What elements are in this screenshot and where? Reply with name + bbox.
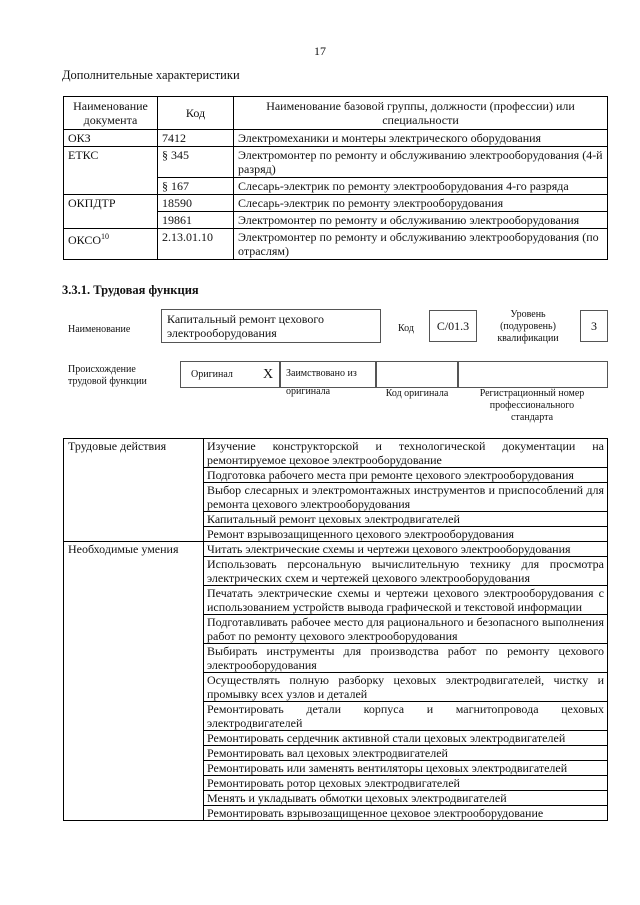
original-label: Оригинал bbox=[191, 369, 233, 380]
action-item: Подготовка рабочего места при ремонте цехового электрооборудования bbox=[204, 468, 608, 483]
section-title: 3.3.1. Трудовая функция bbox=[62, 283, 199, 297]
table-row bbox=[64, 195, 608, 212]
skill-item: Ремонтировать вал цеховых электродвигателей bbox=[204, 746, 608, 761]
original-check-mark: X bbox=[263, 367, 274, 382]
table-row bbox=[64, 542, 608, 557]
table-row bbox=[64, 644, 608, 673]
action-item: Изучение конструкторской и технологической документации на ремонтируемое цеховое электрооборудование bbox=[204, 439, 608, 468]
classification-table bbox=[63, 96, 608, 260]
code-cell: 19861 bbox=[158, 212, 234, 229]
table-row bbox=[64, 761, 608, 776]
skill-item: Использовать персональную вычислительную технику для просмотра электрических схем и чертежей цехового электрооборудования bbox=[204, 557, 608, 586]
doc-cell: ОКПДТР bbox=[64, 195, 158, 212]
page-number: 17 bbox=[314, 44, 326, 58]
doc-cell bbox=[64, 212, 158, 229]
doc-name: ОКСО bbox=[68, 233, 102, 247]
doc-cell bbox=[64, 229, 158, 260]
code-cell: § 345 bbox=[158, 147, 234, 178]
table-row bbox=[64, 439, 608, 468]
name-cell: Электромонтер по ремонту и обслуживанию электрооборудования bbox=[234, 212, 608, 229]
name-cell: Слесарь-электрик по ремонту электрооборудования 4-го разряда bbox=[234, 178, 608, 195]
table-row bbox=[64, 512, 608, 527]
skill-item: Менять и укладывать обмотки цеховых электродвигателей bbox=[204, 791, 608, 806]
code-original-box bbox=[376, 361, 458, 388]
skill-item: Ремонтировать взрывозащищенное цеховое электрооборудование bbox=[204, 806, 608, 821]
table-row bbox=[64, 557, 608, 586]
function-code-box: C/01.3 bbox=[429, 310, 477, 342]
code-original-label: Код оригинала bbox=[385, 388, 449, 399]
reg-number-box bbox=[458, 361, 608, 388]
table-row bbox=[64, 746, 608, 761]
additional-characteristics-title: Дополнительные характеристики bbox=[62, 68, 240, 82]
table-row bbox=[64, 791, 608, 806]
skill-item: Выбирать инструменты для производства работ по ремонту цехового электрооборудования bbox=[204, 644, 608, 673]
table-row bbox=[64, 702, 608, 731]
name-cell: Электромеханики и монтеры электрического оборудования bbox=[234, 130, 608, 147]
skill-item: Читать электрические схемы и чертежи цехового электрооборудования bbox=[204, 542, 608, 557]
borrowed-box bbox=[280, 361, 376, 397]
action-item: Выбор слесарных и электромонтажных инструментов и приспособлений для ремонта цехового электрооборудования bbox=[204, 483, 608, 512]
table-row bbox=[64, 212, 608, 229]
name-cell: Слесарь-электрик по ремонту электрооборудования bbox=[234, 195, 608, 212]
origin-label: Происхождение трудовой функции bbox=[68, 364, 147, 387]
action-item: Капитальный ремонт цеховых электродвигателей bbox=[204, 512, 608, 527]
table-row bbox=[64, 130, 608, 147]
skill-item: Ремонтировать или заменять вентиляторы цеховых электродвигателей bbox=[204, 761, 608, 776]
name-cell: Электромонтер по ремонту и обслуживанию электрооборудования (4-й разряд) bbox=[234, 147, 608, 178]
table-row bbox=[64, 178, 608, 195]
header-group-name: Наименование базовой группы, должности (профессии) или специальности bbox=[234, 97, 608, 130]
skill-item: Ремонтировать детали корпуса и магнитопровода цеховых электродвигателей bbox=[204, 702, 608, 731]
footnote-ref: 10 bbox=[101, 232, 110, 241]
doc-cell: ЕТКС bbox=[64, 147, 158, 178]
code-cell: § 167 bbox=[158, 178, 234, 195]
table-row bbox=[64, 468, 608, 483]
table-row bbox=[64, 615, 608, 644]
reg-number-label: Регистрационный номер профессионального стандарта bbox=[479, 388, 585, 423]
table-row bbox=[64, 586, 608, 615]
table-row bbox=[64, 527, 608, 542]
skills-label: Необходимые умения bbox=[64, 542, 204, 557]
table-row bbox=[64, 806, 608, 821]
name-cell: Электромонтер по ремонту и обслуживанию электрооборудования (по отраслям) bbox=[234, 229, 608, 260]
table-row bbox=[64, 229, 608, 260]
table-row bbox=[64, 776, 608, 791]
skill-item: Печатать электрические схемы и чертежи цехового электрооборудования с использованием устройств вывода графической и текстовой информации bbox=[204, 586, 608, 615]
skill-item: Подготавливать рабочее место для рационального и безопасного выполнения работ по ремонту цехового электрооборудования bbox=[204, 615, 608, 644]
code-label: Код bbox=[398, 323, 414, 334]
table-row bbox=[64, 673, 608, 702]
table-row bbox=[64, 147, 608, 178]
doc-cell: ОКЗ bbox=[64, 130, 158, 147]
code-cell: 18590 bbox=[158, 195, 234, 212]
skill-item: Ремонтировать сердечник активной стали цеховых электродвигателей bbox=[204, 731, 608, 746]
action-item: Ремонт взрывозащищенного цехового электрооборудования bbox=[204, 527, 608, 542]
table-row bbox=[64, 483, 608, 512]
original-box bbox=[180, 361, 280, 388]
function-name-box: Капитальный ремонт цехового электрооборудования bbox=[161, 309, 381, 343]
qualification-level-box: 3 bbox=[580, 310, 608, 342]
borrowed-label: Заимствовано из оригинала bbox=[286, 368, 357, 397]
skill-item: Ремонтировать ротор цеховых электродвигателей bbox=[204, 776, 608, 791]
header-document: Наименование документа bbox=[64, 97, 158, 130]
qualification-level-label: Уровень (подуровень) квалификации bbox=[497, 309, 559, 344]
code-cell: 2.13.01.10 bbox=[158, 229, 234, 260]
doc-cell bbox=[64, 178, 158, 195]
table-row bbox=[64, 731, 608, 746]
actions-skills-table bbox=[63, 438, 608, 821]
actions-label: Трудовые действия bbox=[64, 439, 204, 468]
name-label: Наименование bbox=[68, 324, 131, 335]
table-header-row bbox=[64, 97, 608, 130]
code-cell: 7412 bbox=[158, 130, 234, 147]
header-code: Код bbox=[158, 97, 234, 130]
skill-item: Осуществлять полную разборку цеховых электродвигателей, чистку и промывку всех узлов и деталей bbox=[204, 673, 608, 702]
